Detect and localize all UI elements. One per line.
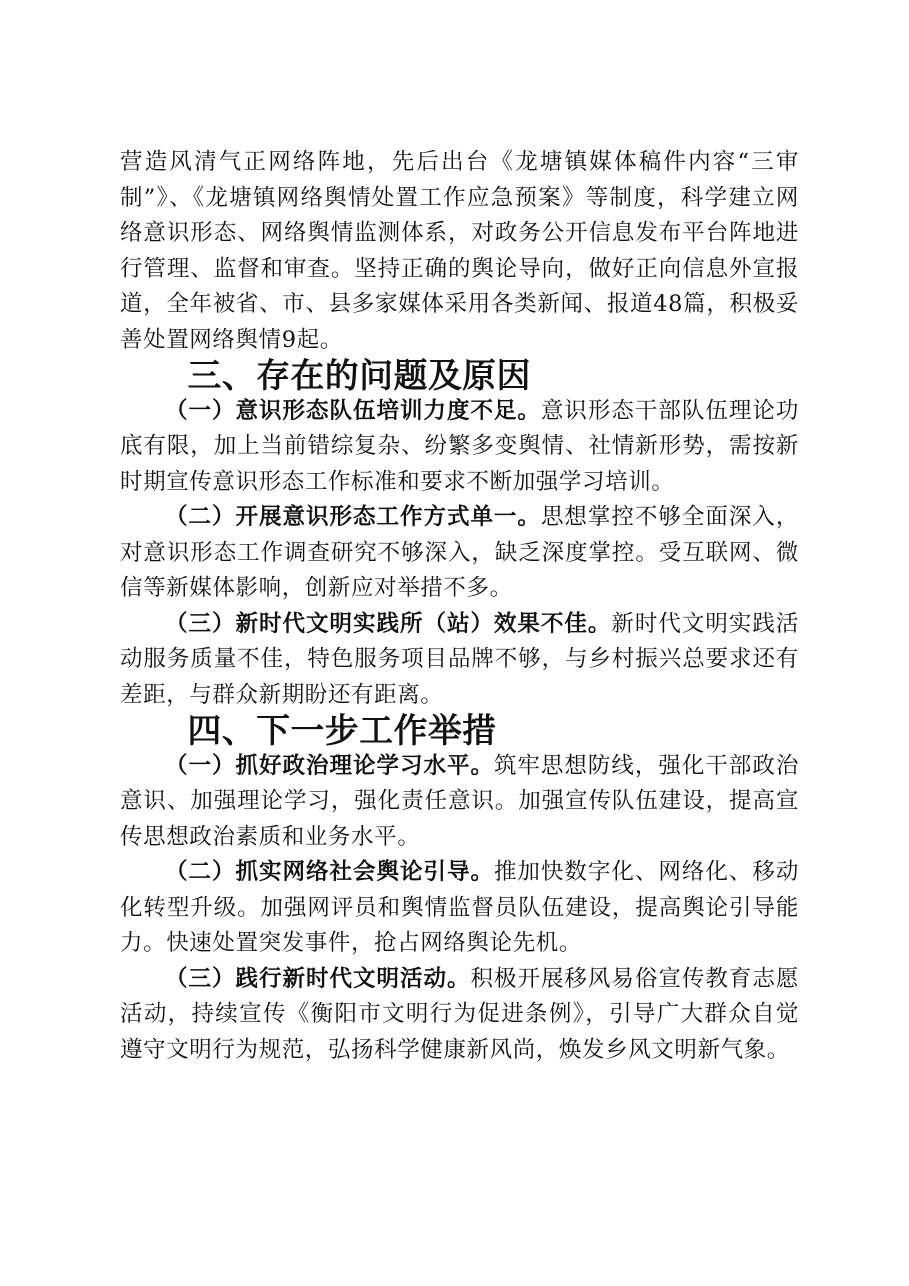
problem-item-1 — [120, 394, 799, 501]
problem-item-1-lead: （一）意识形态队伍培训力度不足。 — [165, 397, 541, 424]
problem-item-2 — [120, 500, 799, 607]
measure-item-1-lead: （一）抓好政治理论学习水平。 — [165, 752, 494, 779]
measure-item-1 — [120, 749, 799, 856]
measure-item-2 — [120, 855, 799, 962]
measure-item-2-lead: （二）抓实网络社会舆论引导。 — [165, 859, 494, 885]
problem-item-3 — [120, 607, 799, 714]
problem-item-2-lead: （二）开展意识形态工作方式单一。 — [165, 504, 541, 530]
measure-item-1-text: 筑牢思想防线，强化干部政治意识、加强理论学习，强化责任意识。加强宣传队伍建设，提高宣传思想政治素质和业务水平。 — [120, 752, 799, 850]
problem-item-2-text: 思想掌控不够全面深入，对意识形态工作调查研究不够深入，缺乏深度掌控。受互联网、微信等新媒体影响，创新应对举措不多。 — [120, 504, 799, 601]
measure-item-2-text: 推加快数字化、网络化、移动化转型升级。加强网评员和舆情监督员队伍建设，提高舆论引导能力。快速处置突发事件，抢占网络舆论先机。 — [120, 859, 799, 956]
measure-item-3-lead: （三）践行新时代文明活动。 — [165, 965, 471, 992]
section-heading-next-steps: 四、下一步工作举措 — [187, 711, 497, 750]
section-heading-problems: 三、存在的问题及原因 — [187, 356, 532, 395]
measure-item-3 — [120, 962, 799, 1069]
problem-item-1-text: 意识形态干部队伍理论功底有限，加上当前错综复杂、纷繁多变舆情、社情新形势，需按新时期宣传意识形态工作标准和要求不断加强学习培训。 — [120, 397, 799, 495]
problem-item-3-text: 新时代文明实践活动服务质量不佳，特色服务项目品牌不够，与乡村振兴总要求还有差距，与群众新期盼还有距离。 — [120, 610, 799, 708]
measure-item-3-text: 积极开展移风易俗宣传教育志愿活动，持续宣传《衡阳市文明行为促进条例》，引导广大群众自觉遵守文明行为规范，弘扬科学健康新风尚，焕发乡风文明新气象。 — [120, 965, 799, 1063]
intro-paragraph: 营造风清气正网络阵地，先后出台《龙塘镇媒体稿件内容“三审制”》、《龙塘镇网络舆情处置工作应急预案》等制度，科学建立网络意识形态、网络舆情监测体系，对政务公开信息发布平台阵地进行管理、监督和审查。坚持正确的舆论导向，做好正向信息外宣报道，全年被省、市、县多家媒体采用各类新闻、报道48篇，积极妥善处置网络舆情9起。 — [120, 149, 799, 353]
problem-item-3-lead: （三）新时代文明实践所（站）效果不佳。 — [165, 610, 612, 637]
